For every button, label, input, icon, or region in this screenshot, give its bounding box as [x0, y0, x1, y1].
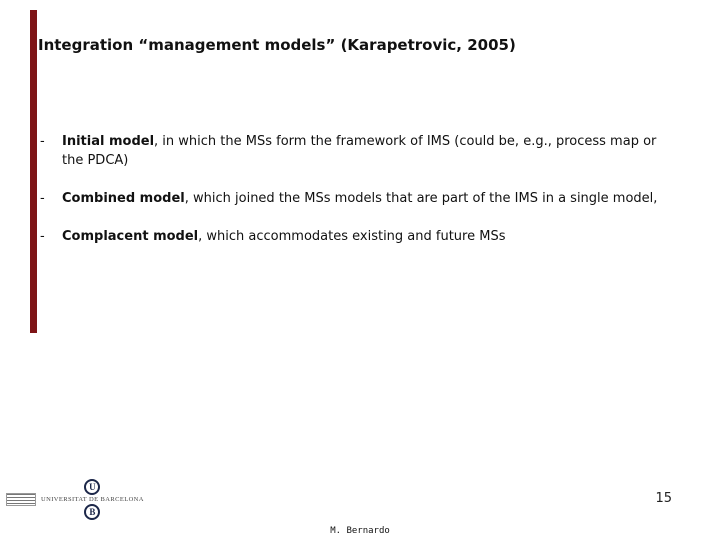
bullet-text — [62, 227, 665, 246]
bullet-rest-text: , which accommodates existing and future MSs — [198, 229, 506, 244]
crest-icon — [6, 493, 36, 506]
bullet-rest-text: , in which the MSs form the framework of IMS (could be, e.g., process map or the PDCA) — [62, 134, 657, 168]
bullet-marker: - — [40, 229, 45, 244]
bullet-item — [40, 227, 665, 246]
ub-logo — [6, 479, 144, 520]
bullet-bold-text: Complacent model — [62, 229, 199, 244]
accent-bar — [30, 10, 37, 333]
bullet-marker: - — [40, 134, 45, 149]
bullet-text — [62, 132, 665, 170]
bullet-list — [40, 132, 665, 265]
bullet-marker: - — [40, 191, 45, 206]
bullet-item — [40, 132, 665, 170]
u-circle-icon — [84, 479, 100, 495]
logo-letter-b: B — [89, 506, 96, 517]
bullet-text — [62, 189, 665, 208]
bullet-bold-text: Combined model — [62, 191, 185, 206]
logo-text: UNIVERSITAT DE BARCELONA — [41, 496, 144, 503]
bullet-rest-text: , which joined the MSs models that are part of the IMS in a single model, — [184, 191, 658, 206]
footer-author: M. Bernardo — [330, 526, 390, 536]
logo-letter-u: U — [89, 481, 96, 492]
page-title: Integration “management models” (Karapetrovic, 2005) — [38, 36, 516, 54]
logo-column — [41, 479, 144, 520]
bullet-item — [40, 189, 665, 208]
page-number: 15 — [655, 491, 672, 506]
b-circle-icon — [84, 504, 100, 520]
bullet-bold-text: Initial model — [62, 134, 155, 149]
